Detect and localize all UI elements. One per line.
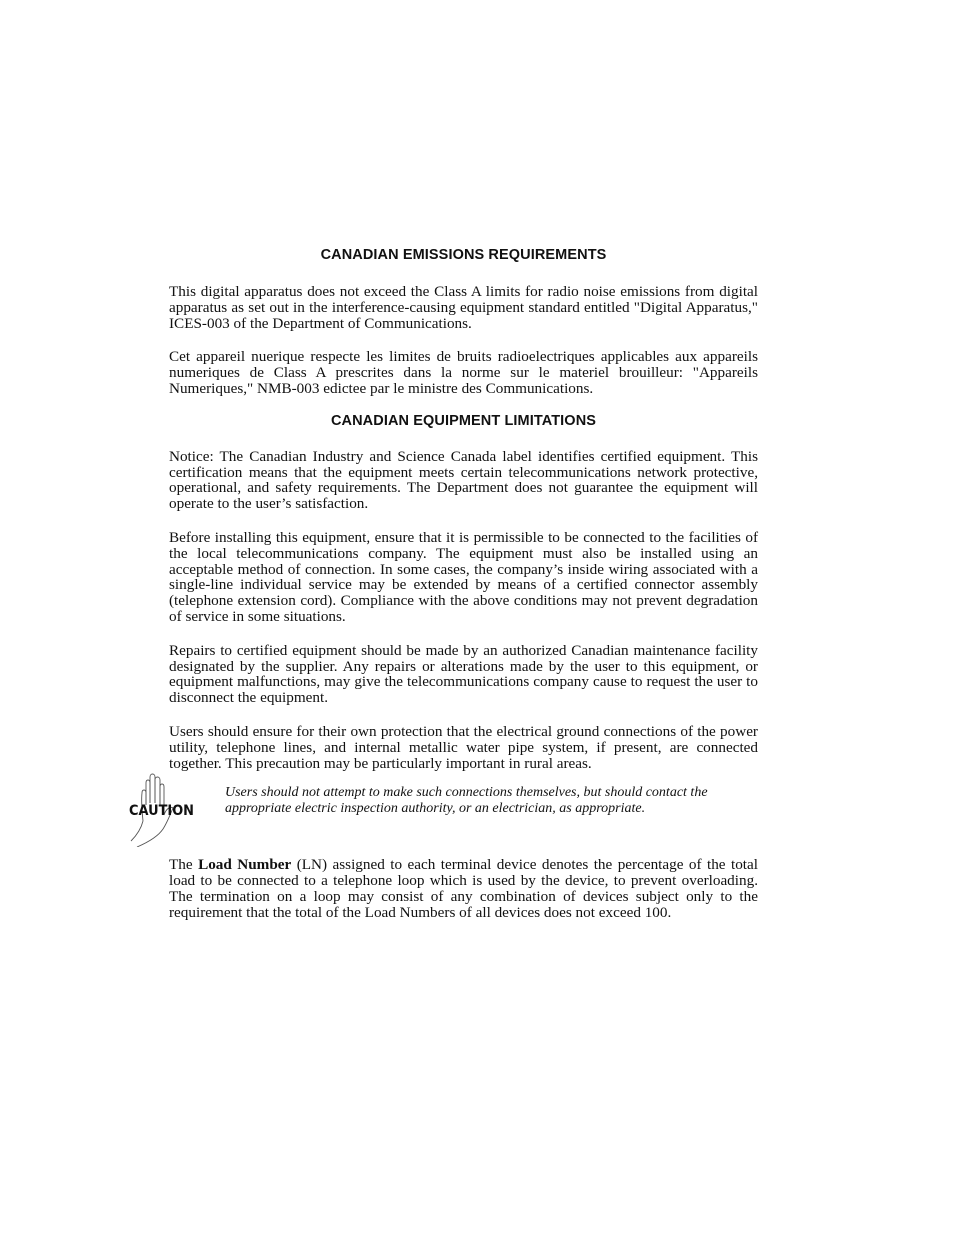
paragraph-emissions-fr: Cet appareil nuerique respecte les limites de bruits radioelectriques applicables aux appareils numeriques de Class A prescrites dans la norme sur le materiel brouilleur: "Appareils Numeriques," NMB-003 edictee par le ministre des Communications. bbox=[169, 348, 758, 397]
caution-notice bbox=[129, 785, 758, 843]
paragraph-notice: Notice: The Canadian Industry and Science Canada label identifies certified equipment. This certification means that the equipment meets certain telecommunications network protective, operational, and safety requirements. The Department does not guarantee the equipment will operate to the user’s satisfaction. bbox=[169, 447, 758, 513]
load-number-term: Load Number bbox=[198, 856, 292, 874]
hand-stop-icon bbox=[129, 771, 195, 847]
section-heading-limitations: CANADIAN EQUIPMENT LIMITATIONS bbox=[330, 412, 597, 429]
caution-label: CAUTION bbox=[129, 803, 194, 820]
paragraph-installation: Before installing this equipment, ensure that it is permissible to be connected to the facilities of the local telecommunications company. The equipment must also be installed using an acceptable method of connection. In some cases, the company’s inside wiring associated with a single-line individual service may be extended by means of a certified connector assembly (telephone extension cord). Compliance with the above conditions may not prevent degradation of service in some situations. bbox=[169, 528, 758, 625]
section-heading-emissions: CANADIAN EMISSIONS REQUIREMENTS bbox=[320, 247, 607, 263]
load-number-text: (LN) assigned to each terminal device denotes the percentage of the total load to be connected to a telephone loop which is used by the device, to prevent overloading. The termination on a loop may consist of any combination of devices subject only to the requirement that the total of the Load Numbers of all devices does not exceed 100. bbox=[169, 856, 758, 921]
document-body bbox=[129, 245, 758, 921]
caution-text: Users should not attempt to make such connections themselves, but should contact the appropriate electric inspection authority, or an electrician, as appropriate. bbox=[225, 785, 708, 817]
paragraph-grounding: Users should ensure for their own protection that the electrical ground connections of the power utility, telephone lines, and internal metallic water pipe system, if present, are connected together. This precaution may be particularly important in rural areas. bbox=[169, 722, 758, 772]
paragraph-repairs: Repairs to certified equipment should be made by an authorized Canadian maintenance facility designated by the supplier. Any repairs or alterations made by the user to this equipment, or equipment malfunctions, may give the telecommunications company cause to request the user to disconnect the equipment. bbox=[169, 641, 758, 707]
paragraph-load-number bbox=[169, 857, 758, 920]
load-number-prefix: The bbox=[169, 856, 199, 874]
paragraph-emissions-en: This digital apparatus does not exceed the Class A limits for radio noise emissions from digital apparatus as set out in the interference-causing equipment standard entitled "Digital Apparatus," ICES-003 of the Department of Communications. bbox=[169, 283, 758, 332]
